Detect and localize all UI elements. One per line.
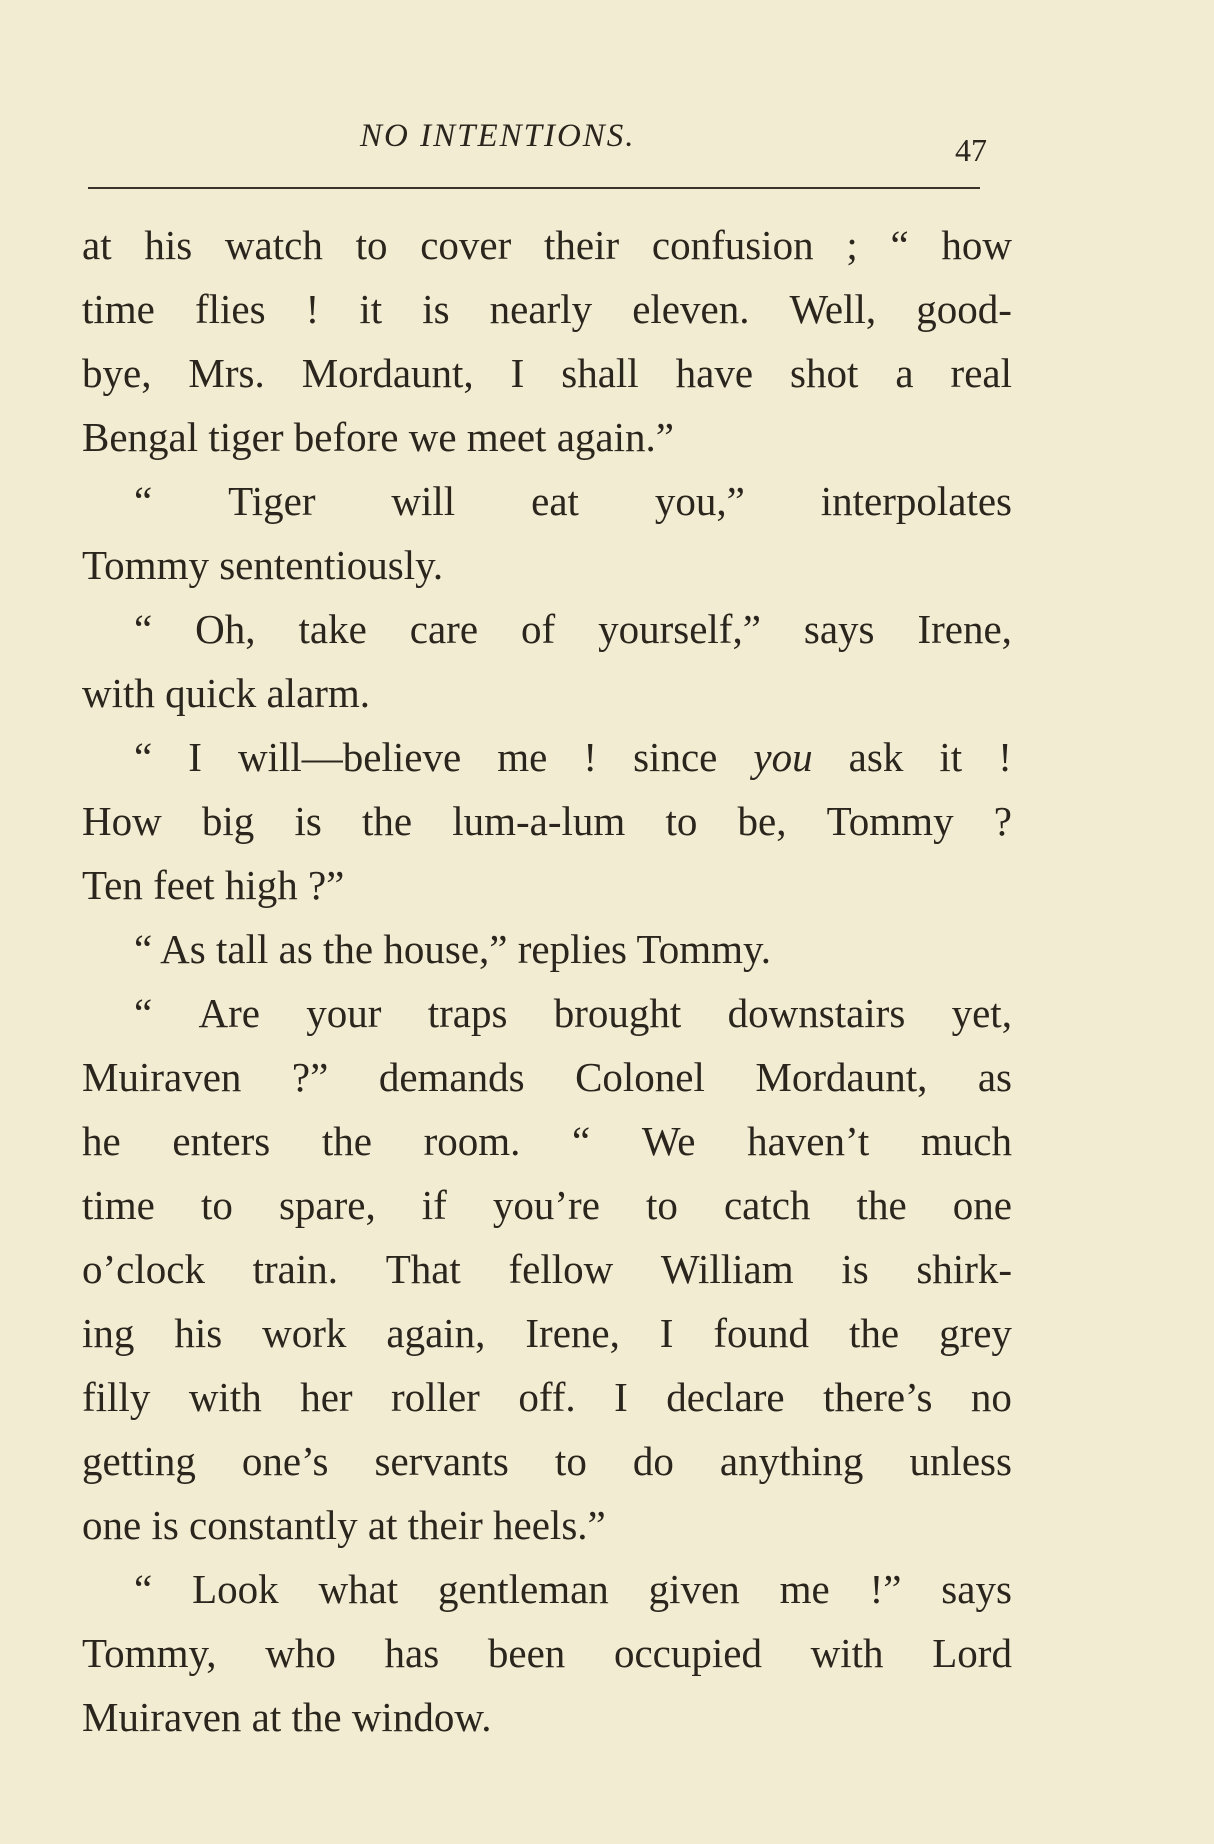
word: ! [583,734,598,780]
word: shot [790,350,859,396]
page-number: 47 [955,132,987,168]
text-line [82,789,1012,853]
word: William [660,1246,794,1292]
word: demands [378,1054,525,1100]
word: I [510,350,525,396]
word: if [421,1182,447,1228]
word: there’s [823,1374,933,1420]
text-line [82,981,1012,1045]
word: Mordaunt, [755,1054,928,1100]
word: Colonel [575,1054,705,1100]
word: will—believe [237,734,462,780]
word: o’clock [82,1246,205,1292]
word: care [409,606,479,652]
word: real [950,350,1012,396]
text-line: Bengal tiger before we meet again.” [82,414,674,460]
word: shirk- [916,1246,1012,1292]
word: anything [719,1438,864,1484]
word: big [201,798,255,844]
word: brought [553,990,682,1036]
word: yourself,” [598,606,761,652]
text-line [82,1045,1012,1109]
word: “ [134,990,153,1036]
word: Irene, [917,606,1012,652]
word: roller [391,1374,480,1420]
word: his [174,1310,223,1356]
word: take [298,606,367,652]
word: fellow [508,1246,614,1292]
word: at [82,222,112,268]
word: grey [939,1310,1012,1356]
word: of [520,606,556,652]
word: you’re [492,1182,600,1228]
word: shall [561,350,639,396]
text-line [82,469,1012,533]
word: Tommy [826,798,954,844]
word: the [321,1118,372,1164]
word: eat [531,478,579,524]
word: I [614,1374,628,1420]
word: his [144,222,193,268]
header-rule [88,187,980,189]
word: it [359,286,383,332]
word: has [384,1630,440,1676]
word: with [810,1630,884,1676]
word: eleven. [632,286,750,332]
text-line: with quick alarm. [82,670,371,716]
word: getting [82,1438,196,1484]
text-line [82,1621,1012,1685]
word: spare, [278,1182,376,1228]
word: ? [993,798,1012,844]
word: Lord [932,1630,1012,1676]
word: nearly [489,286,593,332]
word: bye, [82,350,152,396]
word: flies [194,286,266,332]
word: “ [134,1566,153,1612]
word: Well, [789,286,877,332]
word: to [554,1438,587,1484]
word: ?” [291,1054,329,1100]
word: That [385,1246,461,1292]
word: interpolates [820,478,1012,524]
word: watch [224,222,323,268]
text-line: Tommy sententiously. [82,542,444,588]
text-line: one is constantly at their heels.” [82,1502,606,1548]
word: how [941,222,1012,268]
word: who [265,1630,336,1676]
text-line [82,1173,1012,1237]
word: their [544,222,620,268]
word: me [779,1566,830,1612]
word: to [200,1182,233,1228]
word: again, [386,1310,486,1356]
word: declare [666,1374,785,1420]
word: he [82,1118,121,1164]
word: have [675,350,754,396]
text-line [82,1365,1012,1429]
word: work [262,1310,347,1356]
text-line [82,1237,1012,1301]
word: to [665,798,698,844]
word: since [633,734,718,780]
word: me [497,734,548,780]
word: with [188,1374,262,1420]
word: Tiger [228,478,316,524]
word: ask [848,734,904,780]
word: “ [134,734,153,780]
word: Muiraven [82,1054,242,1100]
word: to [646,1182,678,1228]
word: one [952,1182,1012,1228]
word: Mordaunt, [301,350,474,396]
word: “ [134,606,153,652]
running-head-title: NO INTENTIONS. [360,118,636,154]
word: the [361,798,413,844]
text-line [82,725,1012,789]
word: as [977,1054,1012,1100]
word: given [648,1566,740,1612]
text-line [82,1557,1012,1621]
word: says [803,606,875,652]
word: confusion [651,222,814,268]
word: Are [198,990,260,1036]
text-line [82,1429,1012,1493]
text-line: Muiraven at the window. [82,1694,492,1740]
word: one’s [241,1438,329,1484]
word: enters [172,1118,271,1164]
word: Tommy, [82,1630,217,1676]
word: you,” [654,478,745,524]
word: How [82,798,162,844]
word: I [659,1310,674,1356]
word: Oh, [195,606,256,652]
word: room. [423,1118,521,1164]
word: what [318,1566,399,1612]
word: downstairs [727,990,906,1036]
text-line [82,277,1012,341]
word: the [856,1182,907,1228]
word: ; [846,222,858,268]
word: time [82,1182,155,1228]
word: time [82,286,155,332]
text-line: Ten feet high ?” [82,862,345,908]
word: is [841,1246,869,1292]
word: much [920,1118,1012,1164]
text-line [82,213,1012,277]
word: to [355,222,388,268]
word: haven’t [747,1118,870,1164]
word: catch [723,1182,811,1228]
word: no [970,1374,1012,1420]
word: “ [890,222,909,268]
text-line [82,597,1012,661]
word: will [391,478,456,524]
word: train. [252,1246,339,1292]
text-line: “ As tall as the house,” replies Tommy. [134,926,772,972]
word: lum-a-lum [452,798,626,844]
word: be, [737,798,787,844]
word: says [941,1566,1012,1612]
text-line [82,341,1012,405]
word: !” [869,1566,902,1612]
word: ! [998,734,1012,780]
word: occupied [613,1630,762,1676]
word: it [939,734,963,780]
word: off. [518,1374,576,1420]
word: servants [374,1438,509,1484]
word: “ [134,478,153,524]
word: Look [192,1566,279,1612]
word: Irene, [525,1310,620,1356]
body-text [82,213,1012,1749]
word: do [632,1438,674,1484]
word: traps [427,990,508,1036]
word: filly [82,1374,151,1420]
word: a [895,350,914,396]
word: you [753,734,813,780]
word: unless [909,1438,1012,1484]
text-line [82,1109,1012,1173]
word: is [422,286,450,332]
word: ! [305,286,320,332]
word: yet, [951,990,1012,1036]
word: is [294,798,322,844]
word: your [306,990,382,1036]
word: the [849,1310,900,1356]
word: “ [572,1118,591,1164]
word: cover [420,222,512,268]
word: We [641,1118,696,1164]
running-head [0,118,1214,168]
word: good- [916,286,1012,332]
word: her [300,1374,353,1420]
word: ing [82,1310,135,1356]
word: I [188,734,202,780]
word: gentleman [438,1566,609,1612]
word: found [713,1310,810,1356]
word: Mrs. [188,350,265,396]
word: been [487,1630,566,1676]
text-line [82,1301,1012,1365]
